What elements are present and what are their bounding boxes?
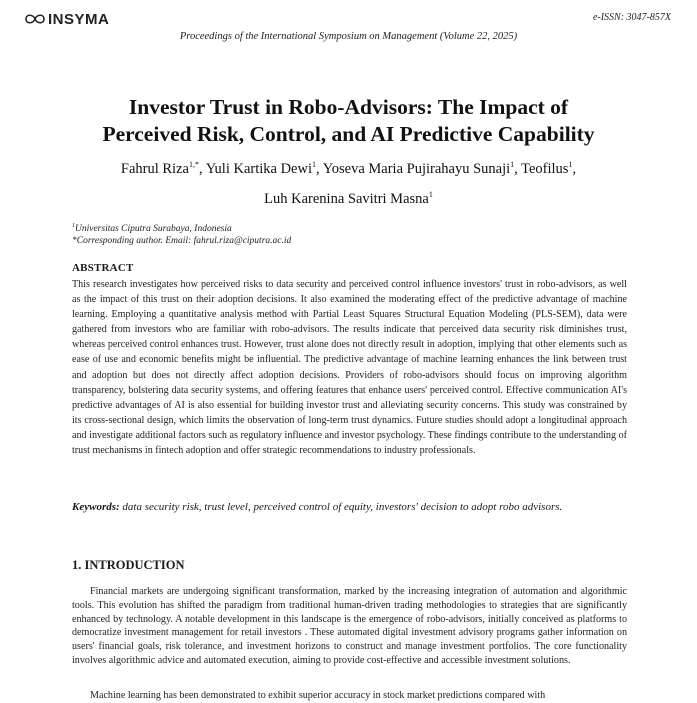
introduction-paragraph-2: Machine learning has been demonstrated to exhibit superior accuracy in stock market predictions compared with <box>90 690 546 701</box>
keywords <box>72 500 627 515</box>
affiliation-sup: 1 <box>72 223 75 229</box>
author-sep: , <box>572 160 577 177</box>
abstract-heading: ABSTRACT <box>72 262 134 274</box>
title-line-2: Perceived Risk, Control, and AI Predictive Capability <box>102 122 595 146</box>
author-sup: 1 <box>510 160 515 169</box>
authors-line-2 <box>40 182 657 212</box>
author-name: Teofilus <box>521 160 569 177</box>
journal-logo <box>24 10 109 28</box>
author-sup: 1,* <box>188 160 199 169</box>
paper-title <box>40 94 657 148</box>
infinity-logo-icon <box>24 12 46 26</box>
author-sep: , <box>316 160 323 177</box>
author-sep: , <box>198 160 206 177</box>
author-sup: 1 <box>312 160 316 169</box>
author-sep: , <box>514 160 522 177</box>
author-name: Fahrul Riza <box>120 160 189 177</box>
author-name: Yuli Kartika Dewi <box>205 160 312 177</box>
corresponding-author: *Corresponding author. Email: fahrul.riza@ciputra.ac.id <box>72 236 292 247</box>
logo-text: INSYMA <box>48 10 110 28</box>
author-sup: 1 <box>568 160 573 169</box>
keywords-text: data security risk, trust level, perceived control of equity, investors' decision to adopt robo advisors. <box>119 501 563 513</box>
author-name: Luh Karenina Savitri Masna <box>264 190 429 207</box>
introduction-paragraph-1: Financial markets are undergoing significant transformation, marked by the increasing integration of automation and algorithmic tools. This evolution has shifted the paradigm from traditional human-driven trading methodologies to strategies that are significantly enhanced by technology. A notable development in this landscape is the emergence of robo-advisors, initially conceived as platforms to democratize investment management for retail investors . These automated digital investment advisory programs gather information on users' financial goals, risk tolerance, and investment horizons to construct and manage investment portfolios. The core functionality involves algorithmic advice and automated execution, aiming to provide cost-effective and accessible investment solutions. <box>72 586 627 666</box>
author-sup: 1 <box>428 189 433 199</box>
affiliations <box>72 220 291 247</box>
author-name: Yoseva Maria Pujirahayu Sunaji <box>322 160 511 177</box>
abstract-text: This research investigates how perceived risks to data security and perceived control influence investors' trust in robo-advisors, as well as the impact of this trust on their adoption decisions. It also examined the moderating effect of the predictive advantage of machine learning. Employing a quantitative analysis method with Partial Least Squares Structural Equation Modeling (PLS-SEM), data were gathered from investors who are familiar with robo-advisors. The results indicate that perceived data security risk diminishes trust, whereas perceived control enhances trust. However, trust alone does not directly result in adoption, implying that other elements such as ease of use and economic benefits might be influential. The predictive advantage of machine learning enhances the link between trust and adoption but does not directly affect adoption decisions. Providers of robo-advisors should focus on improving algorithm transparency, bolstering data security systems, and offering features that enhance users' perceived control. Effective communication AI's predictive advantages of AI is also essential for building investor trust and alleviating security concerns. This study was constrained by its cross-sectional design, which limits the observation of long-term trust dynamics. Future studies should adopt a longitudinal approach and investigate additional factors such as regulatory influence and investor psychology. These findings contribute to the understanding of trust mechanisms in fintech adoption and offer strategic recommendations to industry professionals. <box>72 279 627 457</box>
keywords-label: Keywords: <box>72 501 120 513</box>
issn-label: e-ISSN: 3047-857X <box>592 12 671 23</box>
affiliation-line <box>72 220 291 235</box>
section-heading-introduction: 1. INTRODUCTION <box>72 558 185 572</box>
proceedings-line: Proceedings of the International Symposium on Management (Volume 22, 2025) <box>179 31 518 42</box>
title-line-1: Investor Trust in Robo-Advisors: The Impact of <box>128 95 569 119</box>
author-list <box>40 152 657 212</box>
affiliation-text: Universitas Ciputra Surabaya, Indonesia <box>75 224 232 235</box>
authors-line-1 <box>40 152 657 182</box>
